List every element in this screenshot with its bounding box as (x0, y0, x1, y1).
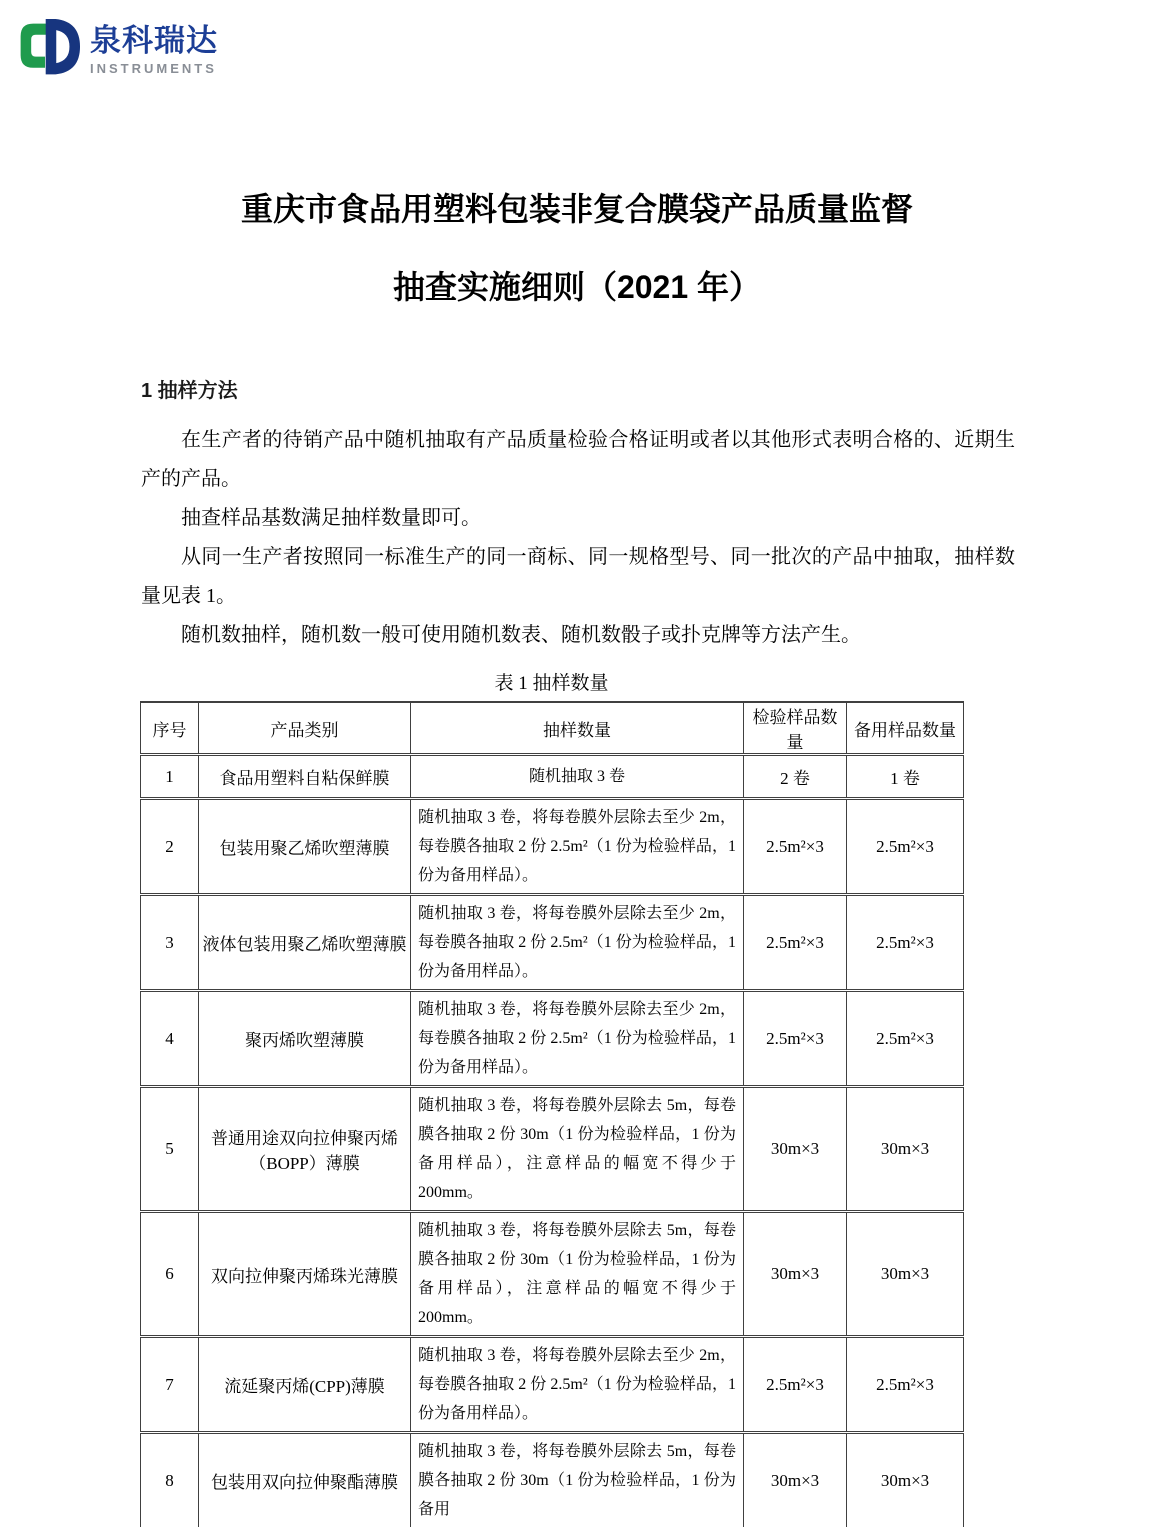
title-line-1: 重庆市食品用塑料包装非复合膜袋产品质量监督 (240, 191, 913, 227)
cell-test-qty: 2.5m²×3 (744, 895, 847, 991)
table-row (141, 991, 964, 1087)
cell-no: 8 (141, 1433, 199, 1527)
paragraph: 随机数抽样，随机数一般可使用随机数表、随机数骰子或扑克牌等方法产生。 (181, 624, 861, 646)
company-logo (16, 18, 218, 78)
logo-text (90, 18, 218, 76)
cell-method: 随机抽取 3 卷，将每卷膜外层除去至少 2m，每卷膜各抽取 2 份 2.5m²（1 份为检验样品，1 份为备用样品）。 (411, 799, 744, 895)
section-heading: 1 抽样方法 (141, 380, 238, 402)
table-header-row (141, 702, 964, 755)
cell-category: 普通用途双向拉伸聚丙烯（BOPP）薄膜 (199, 1087, 411, 1212)
col-header-category: 产品类别 (199, 702, 411, 755)
logo-name-en: INSTRUMENTS (90, 61, 217, 76)
body-paragraphs (141, 421, 1015, 655)
col-header-test-qty: 检验样品数量 (744, 702, 847, 755)
cell-backup-qty: 30m×3 (847, 1087, 964, 1212)
cell-test-qty: 2.5m²×3 (744, 799, 847, 895)
cell-test-qty: 2.5m²×3 (744, 1337, 847, 1433)
cell-category: 流延聚丙烯(CPP)薄膜 (199, 1337, 411, 1433)
cell-no: 3 (141, 895, 199, 991)
cell-method: 随机抽取 3 卷，将每卷膜外层除去 5m，每卷膜各抽取 2 份 30m（1 份为检验样品，1 份为备用 (411, 1433, 744, 1527)
paragraph: 在生产者的待销产品中随机抽取有产品质量检验合格证明或者以其他形式表明合格的、近期生产的产品。 (141, 429, 1015, 490)
table-row (141, 1087, 964, 1212)
table-row (141, 755, 964, 799)
col-header-method: 抽样数量 (411, 702, 744, 755)
cell-method: 随机抽取 3 卷，将每卷膜外层除去至少 2m，每卷膜各抽取 2 份 2.5m²（1 份为检验样品，1 份为备用样品）。 (411, 1337, 744, 1433)
cell-category: 液体包装用聚乙烯吹塑薄膜 (199, 895, 411, 991)
cell-backup-qty: 2.5m²×3 (847, 799, 964, 895)
cell-test-qty: 30m×3 (744, 1087, 847, 1212)
cell-no: 5 (141, 1087, 199, 1212)
col-header-backup-qty: 备用样品数量 (847, 702, 964, 755)
cell-category: 包装用聚乙烯吹塑薄膜 (199, 799, 411, 895)
cell-category: 双向拉伸聚丙烯珠光薄膜 (199, 1212, 411, 1337)
cell-no: 1 (141, 755, 199, 799)
document-title (0, 190, 1154, 306)
cell-test-qty: 30m×3 (744, 1433, 847, 1527)
cell-test-qty: 30m×3 (744, 1212, 847, 1337)
cell-method: 随机抽取 3 卷，将每卷膜外层除去至少 2m，每卷膜各抽取 2 份 2.5m²（1 份为检验样品，1 份为备用样品）。 (411, 991, 744, 1087)
cell-category: 食品用塑料自粘保鲜膜 (199, 755, 411, 799)
cell-no: 7 (141, 1337, 199, 1433)
cell-backup-qty: 30m×3 (847, 1212, 964, 1337)
cell-no: 4 (141, 991, 199, 1087)
table-row (141, 1337, 964, 1433)
logo-name-cn: 泉科瑞达 (90, 23, 218, 58)
cell-category: 聚丙烯吹塑薄膜 (199, 991, 411, 1087)
cell-no: 2 (141, 799, 199, 895)
sampling-table (140, 701, 964, 1527)
paragraph: 抽查样品基数满足抽样数量即可。 (181, 507, 481, 529)
table-row (141, 895, 964, 991)
cell-backup-qty: 1 卷 (847, 755, 964, 799)
title-line-2: 抽查实施细则（2021 年） (392, 269, 762, 305)
cell-method: 随机抽取 3 卷，将每卷膜外层除去至少 2m，每卷膜各抽取 2 份 2.5m²（1 份为检验样品，1 份为备用样品）。 (411, 895, 744, 991)
cell-method: 随机抽取 3 卷，将每卷膜外层除去 5m，每卷膜各抽取 2 份 30m（1 份为检验样品，1 份为备用样品），注意样品的幅宽不得少于 200mm。 (411, 1087, 744, 1212)
cell-category: 包装用双向拉伸聚酯薄膜 (199, 1433, 411, 1527)
logo-mark-icon (16, 18, 82, 78)
cell-backup-qty: 2.5m²×3 (847, 895, 964, 991)
cell-backup-qty: 30m×3 (847, 1433, 964, 1527)
cell-test-qty: 2 卷 (744, 755, 847, 799)
cell-no: 6 (141, 1212, 199, 1337)
table-caption: 表 1 抽样数量 (494, 673, 609, 694)
cell-method: 随机抽取 3 卷，将每卷膜外层除去 5m，每卷膜各抽取 2 份 30m（1 份为检验样品，1 份为备用样品），注意样品的幅宽不得少于 200mm。 (411, 1212, 744, 1337)
paragraph: 从同一生产者按照同一标准生产的同一商标、同一规格型号、同一批次的产品中抽取，抽样数量见表 1。 (141, 546, 1015, 607)
cell-backup-qty: 2.5m²×3 (847, 991, 964, 1087)
table-row (141, 1212, 964, 1337)
cell-test-qty: 2.5m²×3 (744, 991, 847, 1087)
cell-backup-qty: 2.5m²×3 (847, 1337, 964, 1433)
table-row (141, 1433, 964, 1527)
col-header-no: 序号 (141, 702, 199, 755)
cell-method: 随机抽取 3 卷 (411, 755, 744, 799)
table-row (141, 799, 964, 895)
